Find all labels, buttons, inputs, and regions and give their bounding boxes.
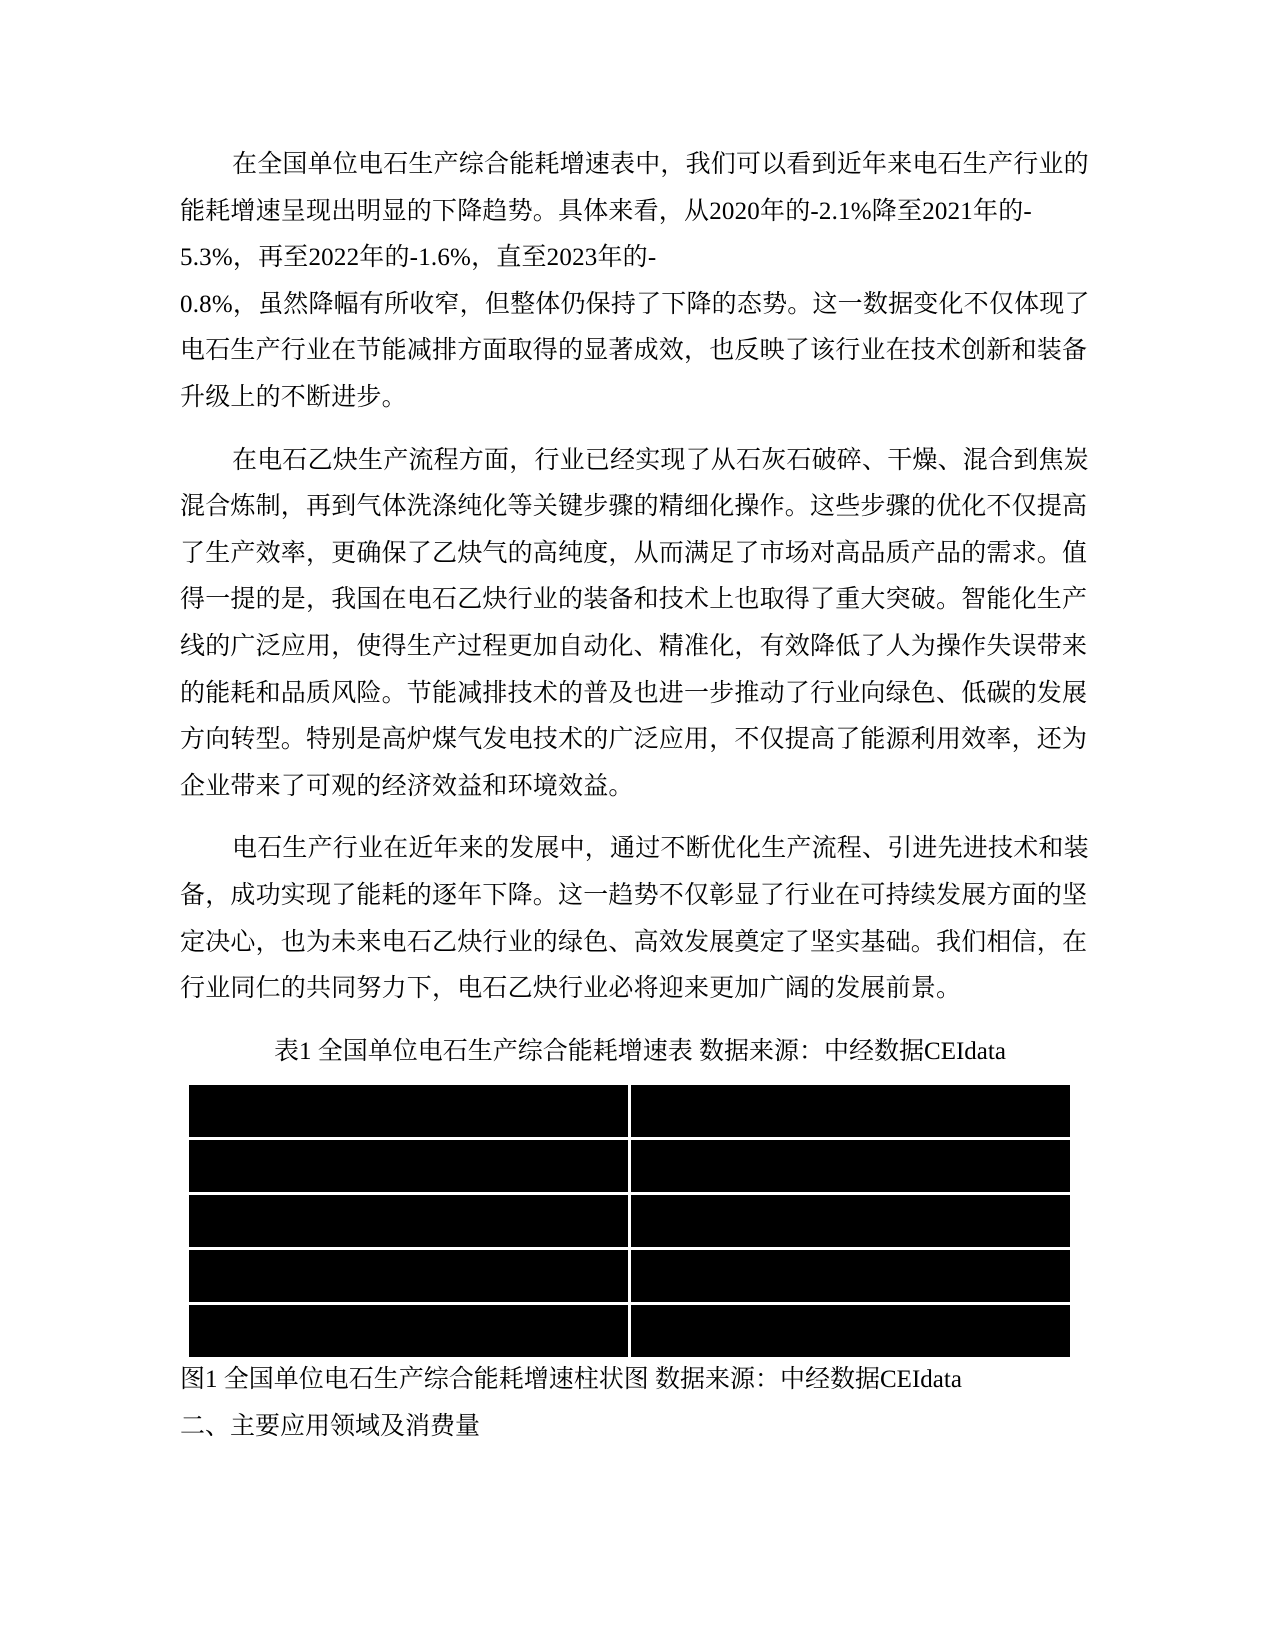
paragraph bbox=[180, 142, 1100, 422]
paragraph bbox=[180, 438, 1100, 811]
text-line: 了生产效率，更确保了乙炔气的高纯度，从而满足了市场对高品质产品的需求。值 bbox=[180, 539, 1088, 567]
text-line: 在全国单位电石生产综合能耗增速表中，我们可以看到近年来电石生产行业的 bbox=[232, 151, 1089, 178]
paragraph bbox=[180, 826, 1100, 1012]
table-cell bbox=[631, 1195, 1070, 1247]
text-line: 电石生产行业在近年来的发展中，通过不断优化生产流程、引进先进技术和装 bbox=[232, 835, 1089, 863]
text-line: 0.8%，虽然降幅有所收窄，但整体仍保持了下降的态势。这一数据变化不仅体现了 bbox=[180, 290, 1090, 318]
table-cell bbox=[631, 1305, 1070, 1357]
energy-consumption-table bbox=[189, 1085, 1070, 1357]
text-line: 的能耗和品质风险。节能减排技术的普及也进一步推动了行业向绿色、低碳的发展 bbox=[180, 679, 1088, 707]
section-heading: 二、主要应用领域及消费量 bbox=[180, 1412, 481, 1440]
text-line: 能耗增速呈现出明显的下降趋势。具体来看，从2020年的-2.1%降至2021年的- bbox=[180, 197, 1032, 225]
text-line: 方向转型。特别是高炉煤气发电技术的广泛应用，不仅提高了能源利用效率，还为 bbox=[180, 726, 1088, 754]
text-line: 线的广泛应用，使得生产过程更加自动化、精准化，有效降低了人为操作失误带来 bbox=[180, 632, 1088, 660]
text-line: 5.3%，再至2022年的-1.6%，直至2023年的- bbox=[180, 244, 657, 272]
text-line: 电石生产行业在节能减排方面取得的显著成效，也反映了该行业在技术创新和装备 bbox=[180, 337, 1088, 365]
text-line: 升级上的不断进步。 bbox=[180, 383, 407, 411]
text-line: 混合炼制，再到气体洗涤纯化等关键步骤的精细化操作。这些步骤的优化不仅提高 bbox=[180, 493, 1088, 521]
text-line: 得一提的是，我国在电石乙炔行业的装备和技术上也取得了重大突破。智能化生产 bbox=[180, 586, 1088, 614]
table-cell bbox=[631, 1250, 1070, 1302]
table-caption: 表1 全国单位电石生产综合能耗增速表 数据来源：中经数据CEIdata bbox=[274, 1037, 1006, 1065]
text-line: 在电石乙炔生产流程方面，行业已经实现了从石灰石破碎、干燥、混合到焦炭 bbox=[232, 446, 1089, 474]
text-line: 行业同仁的共同努力下，电石乙炔行业必将迎来更加广阔的发展前景。 bbox=[180, 975, 962, 1003]
document-body bbox=[180, 142, 1100, 1450]
table-cell bbox=[189, 1305, 628, 1357]
figure-caption: 图1 全国单位电石生产综合能耗增速柱状图 数据来源：中经数据CEIdata bbox=[180, 1366, 962, 1394]
table-cell bbox=[189, 1140, 628, 1192]
text-line: 备，成功实现了能耗的逐年下降。这一趋势不仅彰显了行业在可持续发展方面的坚 bbox=[180, 881, 1088, 909]
table-cell bbox=[189, 1250, 628, 1302]
table-cell bbox=[631, 1085, 1070, 1137]
text-line: 定决心，也为未来电石乙炔行业的绿色、高效发展奠定了坚实基础。我们相信，在 bbox=[180, 928, 1088, 956]
table-cell bbox=[189, 1195, 628, 1247]
table-cell bbox=[631, 1140, 1070, 1192]
table-cell bbox=[189, 1085, 628, 1137]
text-line: 企业带来了可观的经济效益和环境效益。 bbox=[180, 772, 634, 800]
